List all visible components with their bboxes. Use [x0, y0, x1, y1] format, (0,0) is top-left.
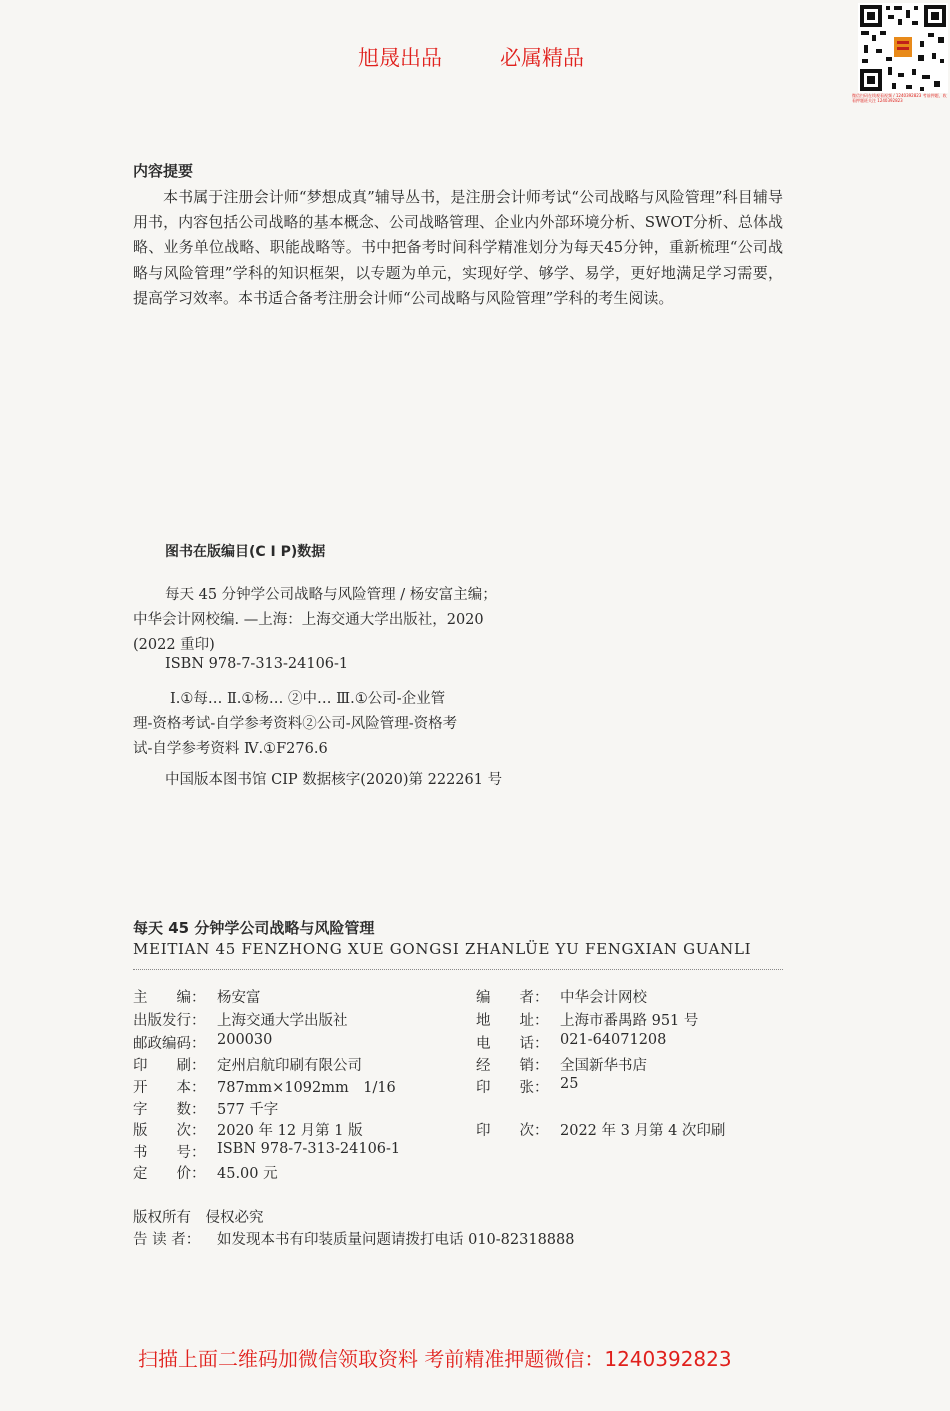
copyright-notice: 版权所有 侵权必究	[133, 1210, 264, 1226]
info-value: 021-64071208	[560, 1032, 667, 1048]
info-label: 印 次：	[476, 1123, 549, 1139]
info-value: 25	[560, 1076, 579, 1092]
info-label: 电 话：	[476, 1036, 549, 1052]
info-value: 上海市番禺路 951 号	[560, 1013, 699, 1029]
book-title-cn: 每天 45 分钟学公司战略与风险管理	[133, 919, 375, 937]
info-value: 2020 年 12 月第 1 版	[217, 1123, 363, 1139]
info-value: 577 千字	[217, 1102, 279, 1118]
header-right-slogan: 必属精品	[500, 46, 584, 70]
book-title-en: MEITIAN 45 FENZHONG XUE GONGSI ZHANLÜE YU FENGXIAN GUANLI	[133, 940, 752, 958]
footer-promo: 扫描上面二维码加微信领取资料 考前精准押题微信：1240392823	[138, 1347, 732, 1371]
info-label: 出版发行：	[133, 1013, 206, 1029]
qr-code-icon[interactable]	[858, 3, 948, 93]
info-label: 邮政编码：	[133, 1036, 206, 1052]
header-left-slogan: 旭晟出品	[358, 46, 442, 70]
info-value: 2022 年 3 月第 4 次印刷	[560, 1123, 726, 1139]
info-label: 印 刷：	[133, 1058, 206, 1074]
info-label: 书 号：	[133, 1145, 206, 1161]
cip-line: (2022 重印)	[133, 637, 215, 653]
info-label: 主 编：	[133, 990, 206, 1006]
cip-line: 每天 45 分钟学公司战略与风险管理 / 杨安富主编；	[165, 587, 497, 603]
info-label: 编 者：	[476, 990, 549, 1006]
cip-line: 试-自学参考资料 Ⅳ.①F276.6	[133, 741, 328, 757]
intro-heading: 内容提要	[133, 162, 194, 180]
info-label: 经 销：	[476, 1058, 549, 1074]
info-label: 地 址：	[476, 1013, 549, 1029]
info-label: 字 数：	[133, 1102, 206, 1118]
notice-text: 如发现本书有印装质量问题请拨打电话 010-82318888	[217, 1232, 575, 1248]
info-value: 中华会计网校	[560, 990, 647, 1006]
intro-body: 本书属于注册会计师“梦想成真”辅导丛书，是注册会计师考试“公司战略与风险管理”科目辅导用书，内容包括公司战略的基本概念、公司战略管理、企业内外部环境分析、SWOT分析、总体战略、业务单位战略、职能战略等。书中把备考时间科学精准划分为每天45分钟，重新梳理“公司战略与风险管理”学科的知识框架，以专题为单元，实现好学、够学、易学，更好地满足学习需要，提高学习效率。本书适合备考注册会计师“公司战略与风险管理”学科的考生阅读。	[133, 188, 783, 307]
info-value: 杨安富	[217, 990, 261, 1006]
cip-line: Ⅰ.①每… Ⅱ.①杨… ②中… Ⅲ.①公司-企业管	[170, 691, 446, 707]
info-label: 版 次：	[133, 1123, 206, 1139]
cip-heading: 图书在版编目(C I P)数据	[165, 544, 326, 560]
cip-line: 中华会计网校编. —上海：上海交通大学出版社，2020	[133, 612, 484, 628]
cip-line: 理-资格考试-自学参考资料②公司-风险管理-资格考	[133, 716, 458, 732]
divider	[133, 969, 783, 970]
info-value: 787mm×1092mm 1/16	[217, 1080, 396, 1096]
info-label: 印 张：	[476, 1080, 549, 1096]
info-value: 全国新华书店	[560, 1058, 647, 1074]
info-value: ISBN 978-7-313-24106-1	[217, 1141, 401, 1157]
info-value: 200030	[217, 1032, 273, 1048]
publisher-name: 上海交通大学出版社	[217, 1013, 348, 1029]
info-value: 45.00 元	[217, 1166, 278, 1182]
cip-line: 中国版本图书馆 CIP 数据核字(2020)第 222261 号	[165, 772, 503, 788]
notice-label: 告 读 者：	[133, 1232, 201, 1248]
info-value: 定州启航印刷有限公司	[217, 1058, 362, 1074]
info-label: 定 价：	[133, 1166, 206, 1182]
info-label: 开 本：	[133, 1080, 206, 1096]
cip-line: ISBN 978-7-313-24106-1	[165, 656, 349, 672]
qr-caption: 微信扫码在线观看视频 / 1240392823 考前押题，收看押题班关注 1240392823	[852, 93, 947, 103]
